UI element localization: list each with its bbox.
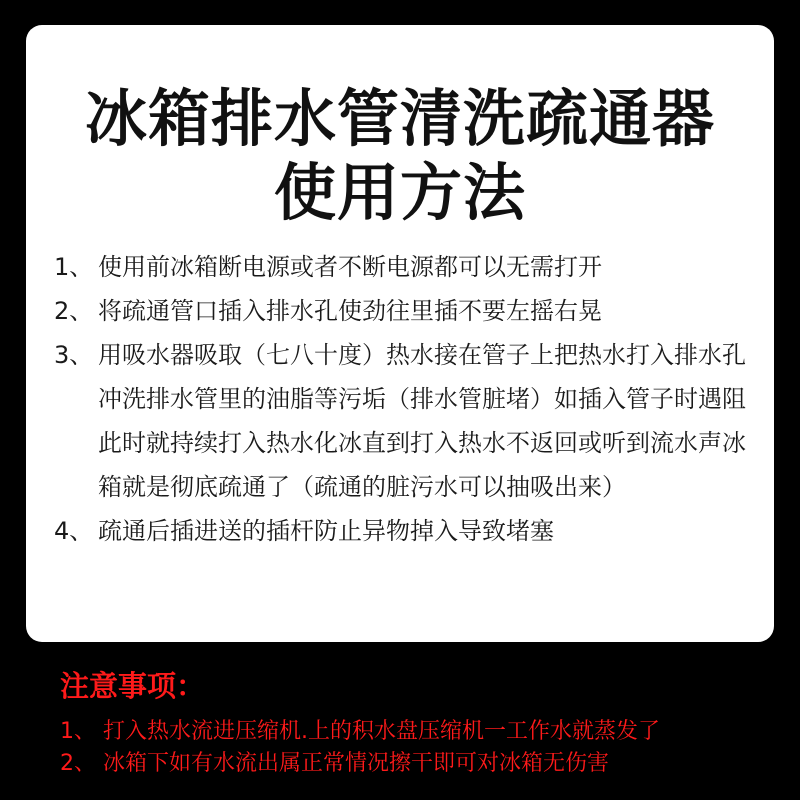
notes-heading: 注意事项： [60,669,206,703]
step-number: 3、 [54,341,94,369]
step-number: 4、 [54,517,94,545]
step-3 [54,333,766,509]
step-number: 2、 [54,297,94,325]
usage-steps [54,245,766,553]
instruction-card [26,25,774,642]
step-2 [54,289,766,333]
step-4 [54,509,766,553]
notes-list [60,716,780,780]
step-text: 将疏通管口插入排水孔使劲往里插不要左摇右晃 [98,297,602,325]
step-text: 使用前冰箱断电源或者不断电源都可以无需打开 [98,253,602,281]
step-1 [54,245,766,289]
step-text: 疏通后插进送的插杆防止异物掉入导致堵塞 [98,517,554,545]
note-1: 1、 打入热水流进压缩机.上的积水盘压缩机一工作水就蒸发了 [60,719,660,744]
note-2: 2、 冰箱下如有水流出属正常情况擦干即可对冰箱无伤害 [60,751,609,776]
title-line-1: 冰箱排水管清洗疏通器 [84,82,715,155]
step-number: 1、 [54,253,94,281]
title-line-2: 使用方法 [273,156,526,229]
step-text: 用吸水器吸取（七八十度）热水接在管子上把热水打入排水孔冲洗排水管里的油脂等污垢（排水管脏堵）如插入管子时遇阻此时就持续打入热水化冰直到打入热水不返回或听到流水声冰箱就是彻底疏通了（疏通的脏污水可以抽吸出来） [98,341,746,501]
